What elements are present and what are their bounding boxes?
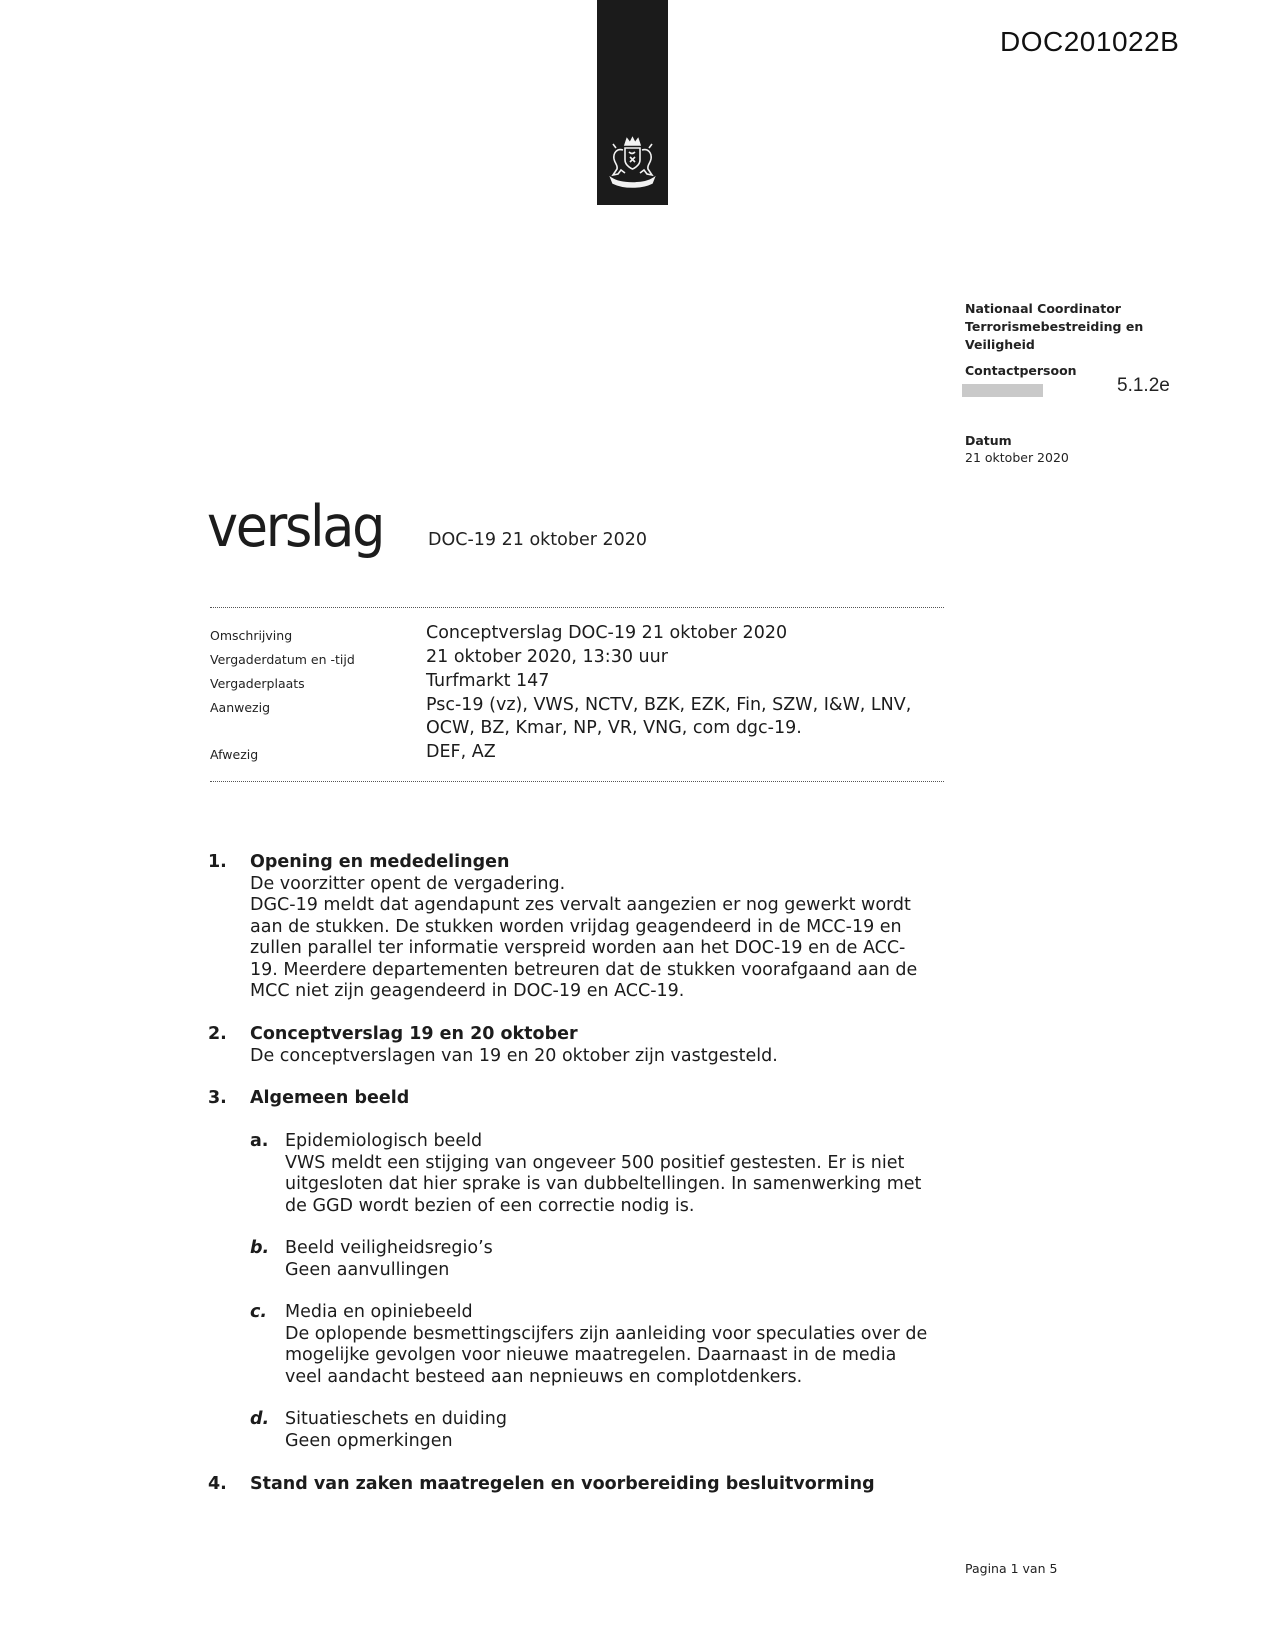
paragraph-line: veel aandacht besteed aan nepnieuws en complotdenkers.	[285, 1366, 803, 1387]
item-content	[250, 852, 940, 1003]
organisation-line: Veiligheid	[965, 337, 1035, 352]
item-number: 4.	[208, 1474, 227, 1494]
coat-of-arms-icon	[603, 136, 662, 192]
sub-item-title: Beeld veiligheidsregio’s	[285, 1238, 493, 1258]
divider	[210, 607, 944, 608]
meta-label-present: Aanwezig	[210, 700, 271, 715]
sub-item-content	[285, 1131, 940, 1217]
date-label: Datum	[965, 433, 1012, 448]
paragraph-line: Geen aanvullingen	[285, 1259, 450, 1280]
meta-value-line: Psc-19 (vz), VWS, NCTV, BZK, EZK, Fin, SZW, I&W, LNV,	[426, 695, 912, 715]
contact-label: Contactpersoon	[965, 363, 1077, 378]
paragraph-line: de GGD wordt bezien of een correctie nodig is.	[285, 1195, 695, 1216]
item-title: Algemeen beeld	[250, 1088, 410, 1108]
paragraph-line: De conceptverslagen van 19 en 20 oktober zijn vastgesteld.	[250, 1045, 778, 1066]
item-number: 2.	[208, 1024, 227, 1044]
organisation-line: Nationaal Coordinator	[965, 301, 1121, 316]
sub-item-title: Situatieschets en duiding	[285, 1409, 507, 1429]
document-subtitle: DOC-19 21 oktober 2020	[428, 530, 648, 550]
paragraph-line: mogelijke gevolgen voor nieuwe maatregelen. Daarnaast in de media	[285, 1345, 897, 1365]
sub-item-letter: d.	[250, 1409, 270, 1429]
item-title: Opening en mededelingen	[250, 852, 510, 872]
meta-value-location: Turfmarkt 147	[426, 671, 550, 691]
redaction-code: 5.1.2e	[1117, 375, 1170, 396]
paragraph-line: aan de stukken. De stukken worden vrijdag geagendeerd in de MCC-19 en	[250, 916, 902, 937]
page-number: Pagina 1 van 5	[965, 1561, 1058, 1576]
sub-item-letter: c.	[250, 1302, 268, 1322]
sub-item-letter: a.	[250, 1131, 269, 1151]
meta-value-datetime: 21 oktober 2020, 13:30 uur	[426, 647, 668, 667]
sub-item-title: Epidemiologisch beeld	[285, 1131, 483, 1151]
paragraph-line: VWS meldt een stijging van ongeveer 500 positief gestesten. Er is niet	[285, 1152, 905, 1173]
document-code: DOC201022B	[1000, 26, 1180, 57]
redaction-block	[962, 384, 1043, 397]
paragraph-line: De oplopende besmettingscijfers zijn aanleiding voor speculaties over de	[285, 1323, 928, 1344]
item-content	[250, 1474, 940, 1496]
organisation-name	[965, 300, 1175, 354]
item-number: 1.	[208, 852, 227, 872]
meta-value-present	[426, 694, 966, 740]
paragraph-line: De voorzitter opent de vergadering.	[250, 873, 566, 894]
organisation-line: Terrorismebestreiding en	[965, 319, 1144, 334]
paragraph-line: 19. Meerdere departementen betreuren dat de stukken voorafgaand aan de	[250, 959, 918, 980]
meta-label-location: Vergaderplaats	[210, 676, 305, 691]
rijksoverheid-logo	[597, 0, 668, 205]
sub-item-letter: b.	[250, 1238, 270, 1258]
item-title: Conceptverslag 19 en 20 oktober	[250, 1024, 578, 1044]
meta-value-description: Conceptverslag DOC-19 21 oktober 2020	[426, 623, 788, 643]
sub-item-content	[285, 1409, 940, 1452]
paragraph-line: uitgesloten dat hier sprake is van dubbeltellingen. In samenwerking met	[285, 1174, 922, 1194]
sub-item-content	[285, 1302, 940, 1388]
meta-label-absent: Afwezig	[210, 747, 259, 762]
item-number: 3.	[208, 1088, 227, 1108]
sub-item-content	[285, 1238, 940, 1281]
paragraph-line: Geen opmerkingen	[285, 1430, 453, 1451]
item-content	[250, 1088, 940, 1110]
meta-label-datetime: Vergaderdatum en -tijd	[210, 652, 355, 667]
divider	[210, 781, 944, 782]
sub-item-title: Media en opiniebeeld	[285, 1302, 473, 1322]
meta-value-absent: DEF, AZ	[426, 742, 496, 762]
meta-label-description: Omschrijving	[210, 628, 293, 643]
paragraph-line: DGC-19 meldt dat agendapunt zes vervalt aangezien er nog gewerkt wordt	[250, 895, 911, 915]
paragraph-line: MCC niet zijn geagendeerd in DOC-19 en ACC-19.	[250, 981, 685, 1001]
item-title: Stand van zaken maatregelen en voorbereiding besluitvorming	[250, 1474, 875, 1494]
document-type-title: verslag	[207, 494, 384, 560]
item-content	[250, 1024, 940, 1067]
meta-value-line: OCW, BZ, Kmar, NP, VR, VNG, com dgc-19.	[426, 718, 802, 738]
date-value: 21 oktober 2020	[965, 450, 1069, 465]
paragraph-line: zullen parallel ter informatie verspreid worden aan het DOC-19 en de ACC-	[250, 938, 906, 958]
